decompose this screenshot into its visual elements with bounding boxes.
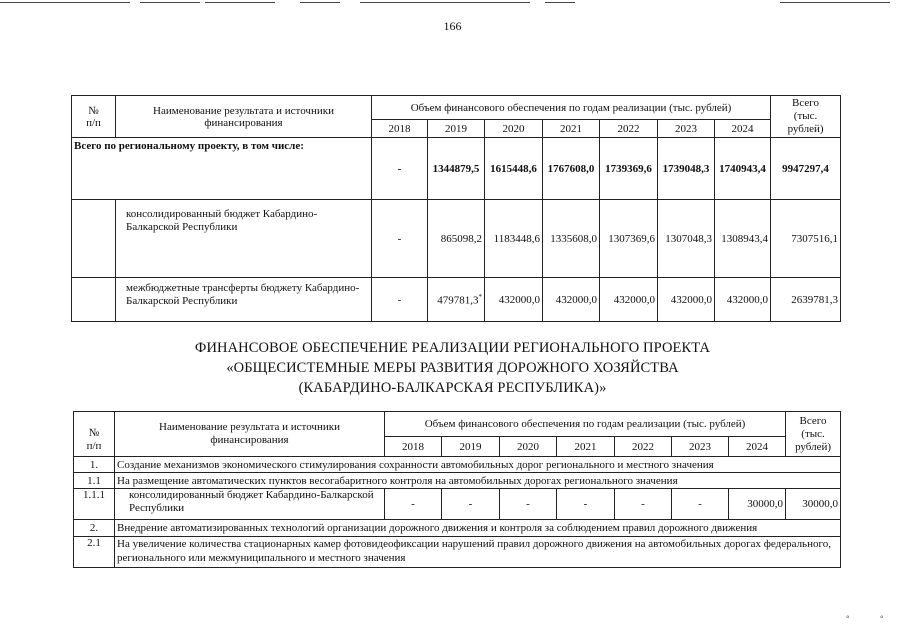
cell-value: 1344879,5 [428, 138, 485, 200]
cell-value: - [672, 489, 729, 520]
cell-value: 432000,0 [543, 278, 600, 322]
table-row [74, 489, 841, 520]
row-text: На размещение автоматических пунктов весогабаритного контроля на автомобильных дорогах регионального значения [115, 473, 841, 489]
cell-value: 1308943,4 [715, 200, 771, 278]
cell-value: 1767608,0 [543, 138, 600, 200]
cell-value: 1615448,6 [485, 138, 543, 200]
cell-value: 432000,0 [600, 278, 658, 322]
year-header: 2024 [715, 120, 771, 138]
row-number: 1.1 [74, 473, 115, 489]
table-row [74, 457, 841, 473]
year-header: 2021 [557, 437, 615, 457]
cell-value: 1739048,3 [658, 138, 715, 200]
cell-value: 1335608,0 [543, 200, 600, 278]
table-row [74, 520, 841, 537]
scan-speck: ◦ [846, 612, 850, 623]
column-header-total: Всего (тыс. рублей) [786, 412, 841, 457]
table-row [74, 537, 841, 568]
cell-value: 1740943,4 [715, 138, 771, 200]
year-header: 2023 [672, 437, 729, 457]
cell-value: - [615, 489, 672, 520]
column-header-number: № п/п [74, 412, 115, 457]
year-header: 2023 [658, 120, 715, 138]
footnote-mark: * [478, 292, 482, 301]
year-header: 2018 [372, 120, 428, 138]
financing-summary-table [71, 95, 841, 322]
cell-value: - [372, 278, 428, 322]
scan-edge-line [360, 2, 530, 3]
row-text: На увеличение количества стационарных камер фотовидеофиксации нарушений правил дорожного движения на автомобильных дорогах федерального, регионального или межмуниципального и местного значения [115, 537, 841, 568]
row-number: 2.1 [74, 537, 115, 568]
row-label: консолидированный бюджет Кабардино-Балкарской Республики [115, 489, 385, 520]
column-header-name: Наименование результата и источники финансирования [115, 412, 385, 457]
table-row [72, 278, 841, 322]
scan-speck: ◦ [880, 612, 884, 623]
row-label: консолидированный бюджет Кабардино-Балкарской Республики [116, 200, 372, 278]
year-header: 2021 [543, 120, 600, 138]
section-title [0, 338, 905, 398]
section-title-line: «ОБЩЕСИСТЕМНЫЕ МЕРЫ РАЗВИТИЯ ДОРОЖНОГО ХОЗЯЙСТВА [226, 360, 679, 376]
column-header-volume: Объем финансового обеспечения по годам реализации (тыс. рублей) [372, 96, 771, 120]
total-row-label: Всего по региональному проекту, в том числе: [72, 138, 372, 200]
cell-value: - [500, 489, 557, 520]
section-title-line: ФИНАНСОВОЕ ОБЕСПЕЧЕНИЕ РЕАЛИЗАЦИИ РЕГИОНАЛЬНОГО ПРОЕКТА [194, 340, 711, 356]
year-header: 2018 [385, 437, 442, 457]
cell-value: - [557, 489, 615, 520]
column-header-volume: Объем финансового обеспечения по годам реализации (тыс. рублей) [385, 412, 786, 437]
table-row [72, 200, 841, 278]
year-header: 2022 [615, 437, 672, 457]
row-number: 1. [74, 457, 115, 473]
cell-value: 1307369,6 [600, 200, 658, 278]
cell-value: 865098,2 [428, 200, 485, 278]
cell-value: 432000,0 [658, 278, 715, 322]
page-number: 166 [443, 19, 462, 33]
cell-value: - [372, 138, 428, 200]
cell-value: 30000,0 [729, 489, 786, 520]
cell-value: 1739369,6 [600, 138, 658, 200]
scan-edge-line [545, 2, 575, 3]
section-title-line: (КАБАРДИНО-БАЛКАРСКАЯ РЕСПУБЛИКА)» [298, 380, 607, 396]
year-header: 2022 [600, 120, 658, 138]
table-row [74, 473, 841, 489]
scan-edge-line [780, 2, 890, 3]
row-text: Создание механизмов экономического стимулирования сохранности автомобильных дорог регионального и местного значения [115, 457, 841, 473]
row-number: 2. [74, 520, 115, 537]
scan-edge-line [0, 2, 130, 3]
cell-total: 7307516,1 [771, 200, 841, 278]
cell-total: 30000,0 [786, 489, 841, 520]
year-header: 2019 [428, 120, 485, 138]
year-header: 2020 [500, 437, 557, 457]
financing-project-table [73, 411, 841, 568]
year-header: 2020 [485, 120, 543, 138]
cell-total: 9947297,4 [771, 138, 841, 200]
cell-value: 1183448,6 [485, 200, 543, 278]
cell-value: - [372, 200, 428, 278]
year-header: 2024 [729, 437, 786, 457]
scan-edge-line [140, 2, 200, 3]
year-header: 2019 [442, 437, 500, 457]
cell-total: 2639781,3 [771, 278, 841, 322]
cell-value: 479781,3* [428, 278, 485, 322]
cell-value: 432000,0 [715, 278, 771, 322]
row-label: межбюджетные трансферты бюджету Кабардино-Балкарской Республики [116, 278, 372, 322]
column-header-total: Всего (тыс. рублей) [771, 96, 841, 138]
column-header-name: Наименование результата и источники финансирования [116, 96, 372, 138]
scan-edge-line [205, 2, 275, 3]
cell-value: - [442, 489, 500, 520]
cell-value: 432000,0 [485, 278, 543, 322]
column-header-number: № п/п [72, 96, 116, 138]
row-number: 1.1.1 [74, 489, 115, 520]
table-row-total [72, 138, 841, 200]
row-text: Внедрение автоматизированных технологий организации дорожного движения и контроля за соблюдением правил дорожного движения [115, 520, 841, 537]
cell-value: - [385, 489, 442, 520]
scan-edge-line [300, 2, 340, 3]
cell-value: 1307048,3 [658, 200, 715, 278]
